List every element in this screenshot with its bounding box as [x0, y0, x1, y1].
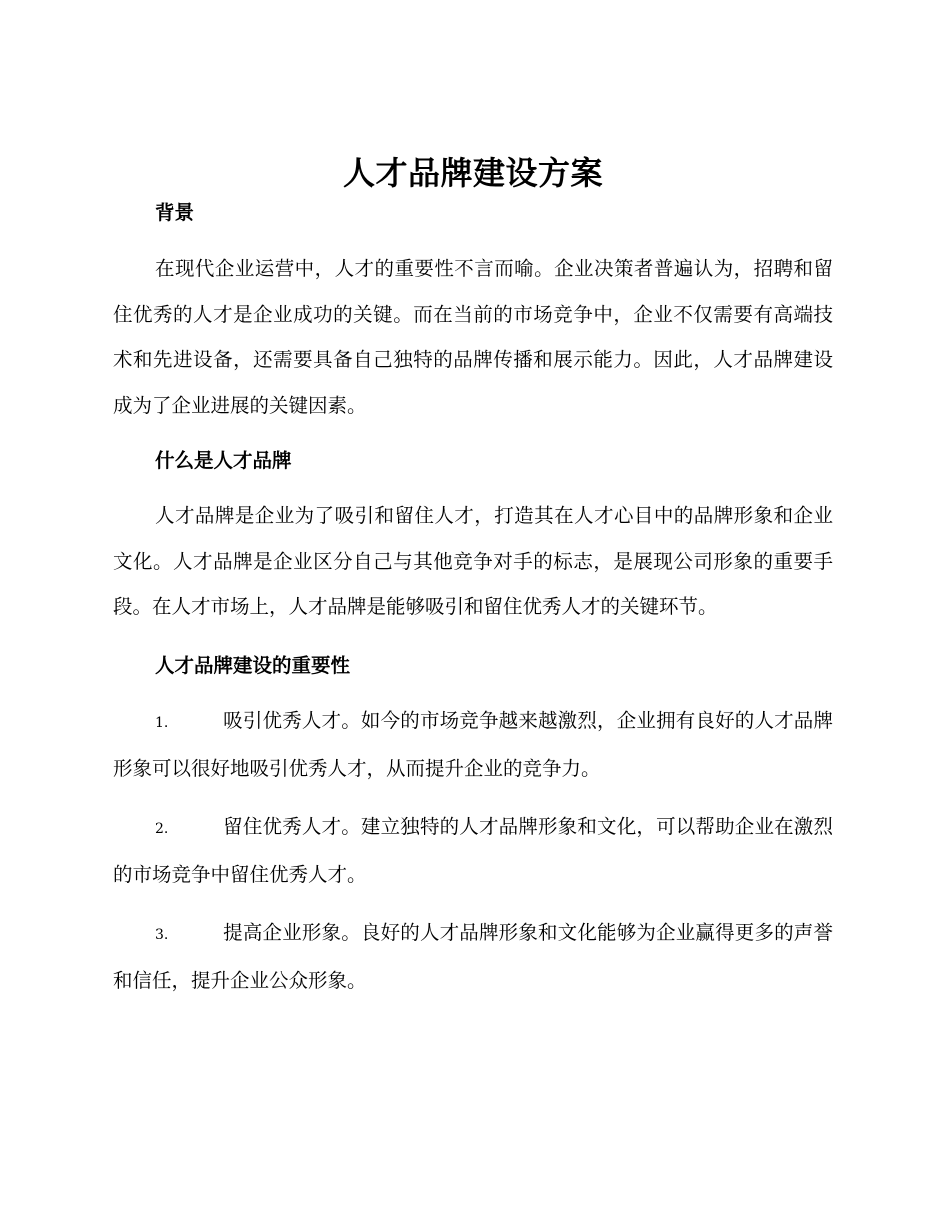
section-heading: 什么是人才品牌	[155, 449, 292, 472]
list-item-number: 1.	[155, 714, 169, 731]
section-importance	[113, 643, 833, 1004]
list-item-number: 2.	[155, 820, 169, 837]
section-background	[113, 190, 833, 428]
document-title: 人才品牌建设方案	[342, 154, 603, 192]
section-heading: 人才品牌建设的重要性	[155, 653, 351, 677]
document-page	[113, 148, 833, 1004]
section-heading: 背景	[155, 201, 195, 224]
section-what-is-talent-brand	[113, 438, 833, 630]
section-paragraph: 在现代企业运营中，人才的重要性不言而喻。企业决策者普遍认为，招聘和留住优秀的人才是企业成功的关键。而在当前的市场竞争中，企业不仅需要有高端技术和先进设备，还需要具备自己独特的品牌传播和展示能力。因此，人才品牌建设成为了企业进展的关键因素。	[113, 257, 833, 417]
section-paragraph: 人才品牌是企业为了吸引和留住人才，打造其在人才心目中的品牌形象和企业文化。人才品牌是企业区分自己与其他竞争对手的标志，是展现公司形象的重要手段。在人才市场上，人才品牌是能够吸引和留住优秀人才的关键环节。	[113, 504, 833, 618]
numbered-list	[113, 698, 833, 1004]
list-item-text: 吸引优秀人才。如今的市场竞争越来越激烈，企业拥有良好的人才品牌形象可以很好地吸引优秀人才，从而提升企业的竞争力。	[113, 708, 833, 780]
list-item	[113, 804, 833, 898]
list-item	[113, 910, 833, 1004]
list-item	[113, 698, 833, 792]
list-item-text: 提高企业形象。良好的人才品牌形象和文化能够为企业赢得更多的声誉和信任，提升企业公众形象。	[113, 920, 833, 992]
list-item-number: 3.	[155, 926, 169, 943]
list-item-text: 留住优秀人才。建立独特的人才品牌形象和文化，可以帮助企业在激烈的市场竞争中留住优秀人才。	[113, 814, 833, 886]
